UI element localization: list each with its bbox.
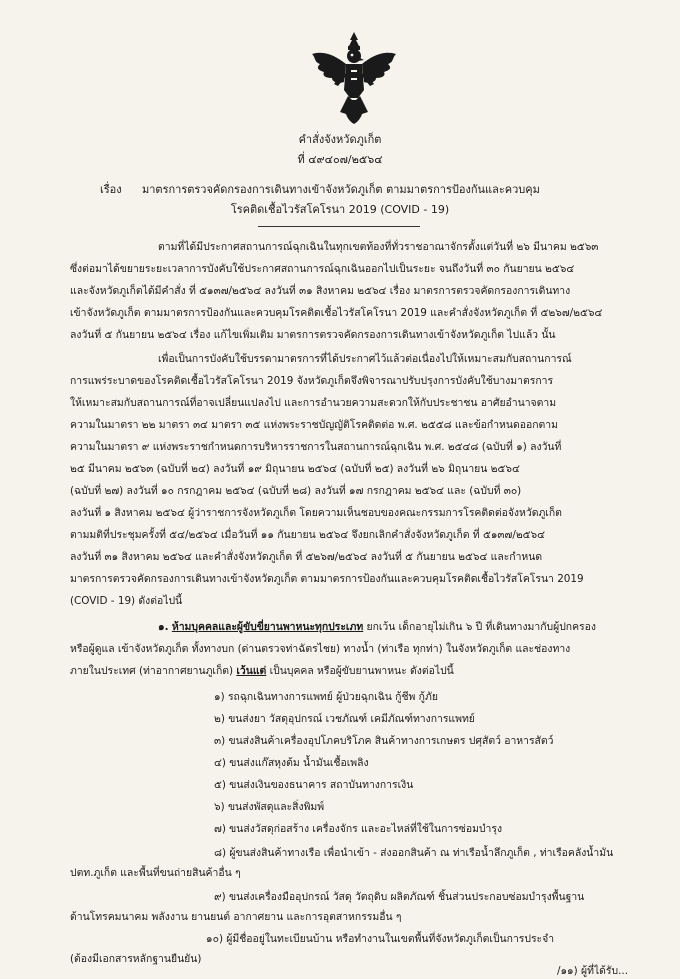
body-line: (COVID - 19) ดังต่อไปนี้: [70, 595, 183, 607]
exemption-item: ๖) ขนส่งพัสดุและสิ่งพิมพ์: [214, 801, 325, 813]
clause-1-line-2: หรือผู้ดูแล เข้าจังหวัดภูเก็ต ทั้งทางบก (ด่านตรวจท่าฉัตรไชย) ทางน้ำ (ท่าเรือ ทุกท่า) ในจังหวัดภูเก็ต และช่องทาง: [70, 643, 571, 655]
body-line: ความในมาตรา ๒๒ มาตรา ๓๔ มาตรา ๓๕ แห่งพระราชบัญญัติโรคติดต่อ พ.ศ. ๒๕๕๘ และข้อกำหนดออกตาม: [70, 419, 558, 431]
garuda-emblem-icon: [306, 30, 402, 126]
body-line: ลงวันที่ ๕ กันยายน ๒๕๖๔ เรื่อง แก้ไขเพิ่มเติม มาตรการตรวจคัดกรองการเดินทางเข้าจังหวัดภูเก็ต ไปแล้ว นั้น: [70, 329, 556, 341]
body-line: ตามที่ได้มีประกาศสถานการณ์ฉุกเฉินในทุกเขตท้องที่ทั่วราชอาณาจักรตั้งแต่วันที่ ๒๖ มีนาคม ๒๕๖๓: [158, 241, 599, 253]
body-line: ตามมติที่ประชุมครั้งที่ ๕๔/๒๕๖๔ เมื่อวันที่ ๑๑ กันยายน ๒๕๖๔ จึงยกเลิกคำสั่งจังหวัดภูเก็ต ที่ ๕๑๓๗/๒๕๖๔: [70, 529, 546, 541]
clause-1-line-1: [158, 620, 596, 634]
body-line: มาตรการตรวจคัดกรองการเดินทางเข้าจังหวัดภูเก็ต ตามมาตรการป้องกันและควบคุมโรคติดเชื้อไวรัสโคโรนา 2019: [70, 573, 584, 585]
clause-1-exception: ยกเว้น เด็กอายุไม่เกิน ๖ ปี ที่เดินทางมากับผู้ปกครอง: [366, 621, 596, 633]
exemption-item: ๑) รถฉุกเฉินทางการแพทย์ ผู้ป่วยฉุกเฉิน กู้ชีพ กู้ภัย: [214, 691, 438, 703]
body-line: (ฉบับที่ ๒๗) ลงวันที่ ๑๐ กรกฎาคม ๒๕๖๔ (ฉบับที่ ๒๘) ลงวันที่ ๑๗ กรกฎาคม ๒๕๖๔ และ (ฉบับที่ ๓๐): [70, 485, 522, 497]
body-line: ๒๕ มีนาคม ๒๕๖๓ (ฉบับที่ ๒๔) ลงวันที่ ๑๙ มิถุนายน ๒๕๖๔ (ฉบับที่ ๒๕) ลงวันที่ ๒๖ มิถุนายน ๒๕๖๔: [70, 463, 520, 475]
exemption-item: ๗) ขนส่งวัสดุก่อสร้าง เครื่องจักร และอะไหล่ที่ใช้ในการซ่อมบำรุง: [214, 823, 503, 835]
clause-1-domestic: ภายในประเทศ (ท่าอากาศยานภูเก็ต): [70, 665, 234, 677]
order-title: คำสั่งจังหวัดภูเก็ต: [298, 133, 382, 146]
exemption-item: ๕) ขนส่งเงินของธนาคาร สถาบันทางการเงิน: [214, 779, 414, 791]
subject-label: เรื่อง: [100, 183, 122, 196]
exemption-item: ๘) ผู้ขนส่งสินค้าทางเรือ เพื่อนำเข้า - ส่งออกสินค้า ณ ท่าเรือน้ำลึกภูเก็ต , ท่าเรือคลังน้ำมัน: [214, 847, 614, 859]
header-divider: [258, 226, 420, 227]
body-line: ซึ่งต่อมาได้ขยายระยะเวลาการบังคับใช้ประกาศสถานการณ์ฉุกเฉินออกไปเป็นระยะ จนถึงวันที่ ๓๐ กันยายน ๒๕๖๔: [70, 263, 575, 275]
body-line: ลงวันที่ ๓๑ สิงหาคม ๒๕๖๔ และคำสั่งจังหวัดภูเก็ต ที่ ๕๒๖๗/๒๕๖๔ ลงวันที่ ๕ กันยายน ๒๕๖๔ และกำหนด: [70, 551, 543, 563]
exemption-item: ๒) ขนส่งยา วัสดุอุปกรณ์ เวชภัณฑ์ เคมีภัณฑ์ทางการแพทย์: [214, 713, 475, 725]
body-line: และจังหวัดภูเก็ตได้มีคำสั่ง ที่ ๕๑๓๗/๒๕๖๔ ลงวันที่ ๓๑ สิงหาคม ๒๕๖๔ เรื่อง มาตรการตรวจคัดกรองการเดินทาง: [70, 285, 571, 297]
clause-1-except-word: เว้นแต่: [236, 665, 267, 677]
order-number: ที่ ๔๙๔๐๗/๒๕๖๔: [297, 153, 383, 166]
exemption-item: ๓) ขนส่งสินค้าเครื่องอุปโภคบริโภค สินค้าทางการเกษตร ปศุสัตว์ อาหารสัตว์: [214, 735, 554, 747]
page-continuation: /๑๑) ผู้ที่ได้รับ...: [556, 965, 628, 977]
subject-text-1: มาตรการตรวจคัดกรองการเดินทางเข้าจังหวัดภูเก็ต ตามมาตรการป้องกันและควบคุม: [142, 183, 540, 196]
clause-1-number: ๑.: [158, 621, 169, 633]
clause-1-prohibition: ห้ามบุคคลและผู้ขับขี่ยานพาหนะทุกประเภท: [171, 621, 364, 633]
clause-1-line-3: [70, 664, 454, 678]
body-line: ลงวันที่ ๑ สิงหาคม ๒๕๖๔ ผู้ว่าราชการจังหวัดภูเก็ต โดยความเห็นชอบของคณะกรรมการโรคติดต่อจังหวัดภูเก็ต: [70, 507, 562, 519]
exemption-item: ๙) ขนส่งเครื่องมืออุปกรณ์ วัสดุ วัตถุดิบ ผลิตภัณฑ์ ชิ้นส่วนประกอบซ่อมบำรุงพื้นฐาน: [214, 891, 585, 903]
body-line: เข้าจังหวัดภูเก็ต ตามมาตรการป้องกันและควบคุมโรคติดเชื้อไวรัสโคโรนา 2019 และคำสั่งจังหวัดภูเก็ต ที่ ๕๒๖๗/๒๕๖๔: [70, 307, 603, 319]
body-line: เพื่อเป็นการบังคับใช้บรรดามาตรการที่ได้ประกาศไว้แล้วต่อเนื่องไปให้เหมาะสมกับสถานการณ์: [158, 353, 572, 365]
exemption-item: ๑๐) ผู้มีชื่ออยู่ในทะเบียนบ้าน หรือทำงานในเขตพื้นที่จังหวัดภูเก็ตเป็นการประจำ: [206, 933, 555, 945]
exemption-item: ๔) ขนส่งแก๊สหุงต้ม น้ำมันเชื้อเพลิง: [214, 757, 369, 769]
exemption-item-cont: (ต้องมีเอกสารหลักฐานยืนยัน): [70, 953, 202, 965]
subject-line-1: [100, 182, 540, 198]
clause-1-following: เป็นบุคคล หรือผู้ขับยานพาหนะ ดังต่อไปนี้: [269, 665, 454, 677]
body-line: ความในมาตรา ๙ แห่งพระราชกำหนดการบริหารราชการในสถานการณ์ฉุกเฉิน พ.ศ. ๒๕๔๘ (ฉบับที่ ๑) ลงวันที่: [70, 441, 562, 453]
exemption-item-cont: ปตท.ภูเก็ต และพื้นที่ขนถ่ายสินค้าอื่น ๆ: [70, 867, 241, 879]
body-line: ให้เหมาะสมกับสถานการณ์ที่อาจเปลี่ยนแปลงไป และการอำนวยความสะดวกให้กับประชาชน อาศัยอำนาจตาม: [70, 397, 557, 409]
exemption-item-cont: ด้านโทรคมนาคม พลังงาน ยานยนต์ อากาศยาน และการอุตสาหกรรมอื่น ๆ: [70, 911, 402, 923]
body-line: การแพร่ระบาดของโรคติดเชื้อไวรัสโคโรนา 2019 จังหวัดภูเก็ตจึงพิจารณาปรับปรุงการบังคับใช้บางมาตรการ: [70, 375, 554, 387]
subject-line-2: โรคติดเชื้อไวรัสโคโรนา 2019 (COVID - 19): [230, 203, 450, 216]
